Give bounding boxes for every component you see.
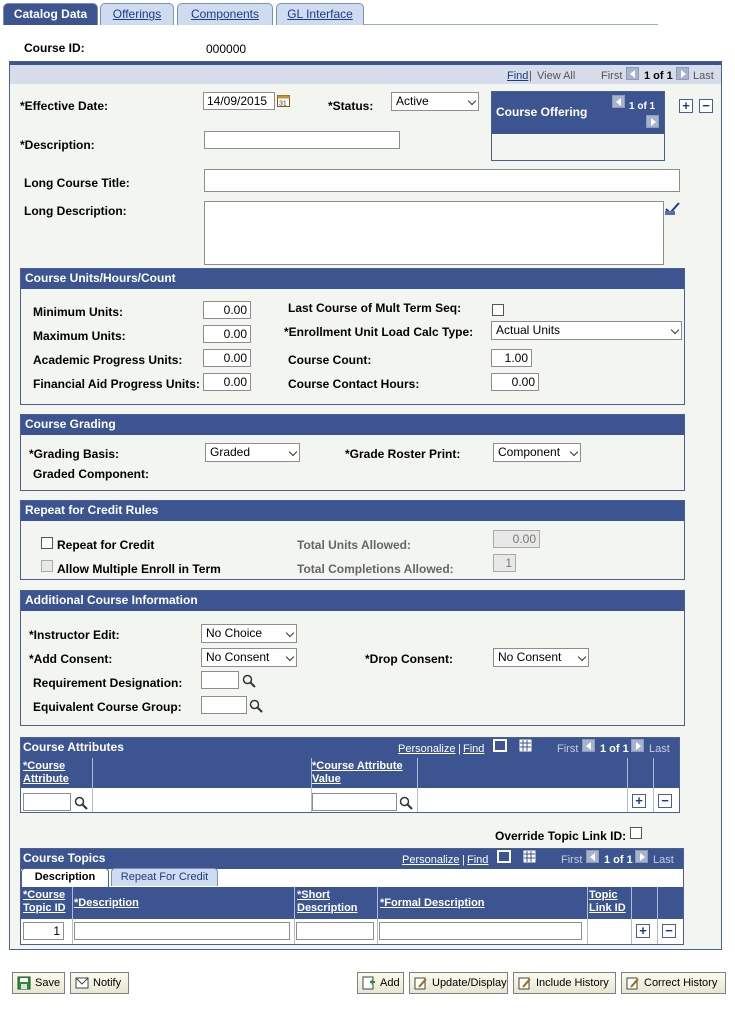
- course-id-label: Course ID:: [24, 41, 85, 55]
- long-title-label: Long Course Title:: [24, 176, 130, 190]
- load-calc-select[interactable]: [491, 321, 682, 340]
- total-completions-label: Total Completions Allowed:: [297, 562, 454, 576]
- add-button-label: Add: [380, 977, 400, 989]
- min-units-label: Minimum Units:: [33, 305, 123, 319]
- col-course-attribute-label: *Course Attribute: [23, 760, 69, 785]
- course-id-value: 000000: [206, 42, 247, 56]
- description-label: *Description:: [20, 138, 95, 152]
- add-button[interactable]: [357, 972, 404, 994]
- equiv-group-label: Equivalent Course Group:: [33, 700, 182, 714]
- override-topic-label: Override Topic Link ID:: [495, 829, 627, 843]
- topic-description-input[interactable]: [74, 922, 290, 940]
- attributes-prev-arrow-icon[interactable]: [582, 739, 595, 752]
- calendar-icon[interactable]: [277, 94, 290, 107]
- min-units-input[interactable]: 0.00: [203, 301, 251, 319]
- col-divider: [653, 758, 654, 812]
- offering-count: 1 of 1: [629, 101, 656, 112]
- col-formal-description-label: *Formal Description: [380, 897, 485, 909]
- course-offering-title: Course Offering: [496, 105, 588, 119]
- next-arrow-icon[interactable]: [676, 67, 689, 80]
- col-topic-link-id[interactable]: [589, 889, 629, 915]
- tab-offerings[interactable]: Offerings: [100, 3, 174, 25]
- tab-gl-interface[interactable]: GL Interface: [276, 3, 364, 25]
- add-consent-select[interactable]: [201, 648, 297, 667]
- row-count: 1 of 1: [644, 70, 673, 82]
- description-input[interactable]: [204, 131, 400, 149]
- view-all-icon[interactable]: [497, 850, 511, 863]
- academic-units-label: Academic Progress Units:: [33, 353, 183, 367]
- add-consent-label: *Add Consent:: [29, 652, 113, 666]
- grading-basis-value: Graded: [210, 445, 251, 459]
- topics-count: 1 of 1: [604, 854, 633, 866]
- grading-basis-select[interactable]: [205, 443, 300, 462]
- topics-find-link[interactable]: Find: [467, 854, 489, 866]
- tab-components[interactable]: Components: [177, 3, 273, 25]
- topics-prev-arrow-icon[interactable]: [586, 850, 599, 863]
- contact-hours-input[interactable]: 0.00: [491, 373, 539, 391]
- col-short-description[interactable]: [297, 889, 375, 915]
- attributes-title: Course Attributes: [23, 740, 124, 754]
- topics-last-label: Last: [653, 854, 674, 866]
- repeat-for-credit-label: Repeat for Credit: [57, 538, 155, 552]
- topics-tab-description[interactable]: Description: [21, 868, 109, 887]
- drop-consent-label: *Drop Consent:: [365, 652, 453, 666]
- requirement-input[interactable]: [201, 671, 239, 689]
- long-title-input[interactable]: [204, 169, 680, 192]
- topics-grid-header: [21, 849, 683, 869]
- include-history-button[interactable]: [513, 972, 616, 994]
- col-course-topic-id-label: *Course Topic ID: [23, 889, 66, 914]
- main-nav-bar: [10, 64, 721, 84]
- attributes-first-label: First: [557, 743, 579, 755]
- topics-sep: |: [462, 854, 465, 866]
- lookup-icon[interactable]: [242, 674, 256, 688]
- topic-formal-description-input[interactable]: [379, 922, 582, 940]
- topic-short-description-input[interactable]: [296, 922, 374, 940]
- repeat-section-header: Repeat for Credit Rules: [21, 501, 684, 521]
- grading-section-header: Course Grading: [21, 415, 684, 435]
- col-description[interactable]: [74, 897, 224, 910]
- col-divider: [72, 887, 73, 944]
- first-label: First: [601, 70, 623, 82]
- tab-underline: [364, 24, 658, 25]
- tab-catalog-data[interactable]: Catalog Data: [3, 3, 98, 25]
- allow-multiple-checkbox: [41, 560, 53, 572]
- topics-delete-row-button[interactable]: −: [662, 924, 676, 938]
- add-icon: [362, 976, 376, 990]
- max-units-input[interactable]: 0.00: [203, 325, 251, 343]
- grid-download-icon[interactable]: [523, 850, 536, 863]
- instructor-edit-select[interactable]: [201, 624, 297, 643]
- load-calc-label: *Enrollment Unit Load Calc Type:: [284, 325, 474, 339]
- grade-roster-value: Component: [498, 445, 561, 459]
- view-all-icon[interactable]: [493, 739, 507, 752]
- spellcheck-icon[interactable]: [664, 201, 681, 216]
- status-select[interactable]: [391, 92, 479, 111]
- attributes-add-row-button[interactable]: +: [632, 794, 646, 808]
- effective-date-label: *Effective Date:: [20, 99, 109, 113]
- col-divider: [587, 887, 588, 944]
- nav-sep: |: [529, 70, 532, 82]
- grid-download-icon[interactable]: [519, 739, 532, 752]
- col-topic-link-id-label: Topic Link ID: [589, 889, 626, 914]
- attributes-last-label: Last: [649, 743, 670, 755]
- allow-multiple-label: Allow Multiple Enroll in Term: [57, 562, 221, 576]
- override-topic-checkbox[interactable]: [630, 827, 642, 839]
- correct-history-button[interactable]: [621, 972, 726, 994]
- save-button-label: Save: [35, 977, 61, 989]
- instructor-edit-label: *Instructor Edit:: [29, 628, 120, 642]
- course-count-input[interactable]: 1.00: [491, 349, 532, 367]
- edit-icon: [414, 976, 428, 990]
- attributes-sep: |: [458, 743, 461, 755]
- topics-personalize-link[interactable]: Personalize: [402, 854, 460, 866]
- course-attribute-value-input[interactable]: [312, 793, 397, 811]
- col-divider: [294, 887, 295, 944]
- attributes-find-link[interactable]: Find: [463, 743, 485, 755]
- col-formal-description[interactable]: [380, 897, 530, 910]
- finaid-units-label: Financial Aid Progress Units:: [33, 377, 200, 391]
- history-icon: [518, 976, 532, 990]
- status-label: *Status:: [328, 99, 374, 113]
- col-divider: [377, 887, 378, 944]
- grade-roster-label: *Grade Roster Print:: [345, 447, 461, 461]
- col-course-attribute-value[interactable]: [312, 760, 416, 786]
- status-select-value: Active: [396, 94, 429, 108]
- col-divider: [631, 887, 632, 944]
- notify-icon: [75, 976, 89, 990]
- total-units-label: Total Units Allowed:: [297, 538, 411, 552]
- last-course-label: Last Course of Mult Term Seq:: [288, 301, 462, 315]
- max-units-label: Maximum Units:: [33, 329, 126, 343]
- add-row-button[interactable]: +: [679, 99, 693, 113]
- offering-prev-arrow-icon[interactable]: [612, 95, 625, 108]
- view-all-link: View All: [537, 70, 576, 82]
- col-divider: [657, 887, 658, 944]
- course-attribute-input[interactable]: [23, 793, 71, 811]
- long-description-label: Long Description:: [24, 204, 127, 218]
- col-divider: [417, 758, 418, 812]
- prev-arrow-icon[interactable]: [626, 67, 639, 80]
- svg-text:31: 31: [279, 100, 287, 107]
- last-course-checkbox[interactable]: [492, 304, 504, 316]
- equiv-group-input[interactable]: [201, 696, 247, 714]
- col-course-attribute[interactable]: [23, 760, 91, 786]
- col-description-label: *Description: [74, 897, 139, 909]
- course-count-label: Course Count:: [288, 353, 372, 367]
- total-units-input: 0.00: [493, 530, 540, 548]
- graded-component-label: Graded Component:: [33, 467, 149, 481]
- grade-roster-select[interactable]: [493, 443, 581, 462]
- col-course-attribute-value-label: *Course Attribute Value: [312, 760, 403, 785]
- instructor-edit-value: No Choice: [206, 626, 263, 640]
- repeat-for-credit-checkbox[interactable]: [41, 537, 53, 549]
- lookup-icon[interactable]: [399, 796, 413, 810]
- correct-icon: [626, 976, 640, 990]
- include-history-button-label: Include History: [536, 977, 609, 989]
- col-short-description-label: *Short Description: [297, 889, 358, 914]
- drop-consent-select[interactable]: [493, 648, 589, 667]
- topics-add-row-button[interactable]: +: [636, 924, 650, 938]
- col-divider: [92, 758, 93, 812]
- lookup-icon[interactable]: [249, 699, 263, 713]
- notify-button-label: Notify: [93, 977, 122, 989]
- lookup-icon[interactable]: [74, 796, 88, 810]
- attributes-count: 1 of 1: [600, 743, 629, 755]
- load-calc-value: Actual Units: [496, 323, 561, 337]
- find-link[interactable]: Find: [507, 70, 529, 82]
- academic-units-input[interactable]: 0.00: [203, 349, 251, 367]
- topics-title: Course Topics: [23, 851, 106, 865]
- add-consent-value: No Consent: [206, 650, 270, 664]
- requirement-label: Requirement Designation:: [33, 676, 183, 690]
- contact-hours-label: Course Contact Hours:: [288, 377, 420, 391]
- total-completions-input: 1: [493, 554, 516, 572]
- units-section-header: Course Units/Hours/Count: [21, 269, 684, 289]
- topics-tab-repeat-for-credit[interactable]: Repeat For Credit: [111, 868, 218, 886]
- long-description-textarea[interactable]: [204, 201, 664, 265]
- attributes-next-arrow-icon[interactable]: [631, 739, 644, 752]
- drop-consent-value: No Consent: [498, 650, 562, 664]
- update-display-button[interactable]: [409, 972, 508, 994]
- attributes-personalize-link[interactable]: Personalize: [398, 743, 456, 755]
- col-divider: [627, 758, 628, 812]
- update-display-button-label: Update/Display: [432, 977, 507, 989]
- offering-next-arrow-icon[interactable]: [646, 115, 659, 128]
- col-course-topic-id[interactable]: [23, 889, 71, 915]
- additional-section-header: Additional Course Information: [21, 591, 684, 611]
- last-label: Last: [693, 70, 714, 82]
- notify-button[interactable]: [70, 972, 129, 994]
- correct-history-button-label: Correct History: [644, 977, 718, 989]
- delete-row-button[interactable]: −: [699, 99, 713, 113]
- course-offering-box: [491, 91, 665, 161]
- attributes-delete-row-button[interactable]: −: [658, 794, 672, 808]
- finaid-units-input[interactable]: 0.00: [203, 373, 251, 391]
- topics-first-label: First: [561, 854, 583, 866]
- save-button[interactable]: [12, 972, 65, 994]
- save-icon: [17, 976, 31, 990]
- grading-basis-label: *Grading Basis:: [29, 447, 120, 461]
- topics-next-arrow-icon[interactable]: [635, 850, 648, 863]
- effective-date-input[interactable]: 14/09/2015: [203, 92, 275, 110]
- course-topic-id-input[interactable]: 1: [23, 922, 64, 940]
